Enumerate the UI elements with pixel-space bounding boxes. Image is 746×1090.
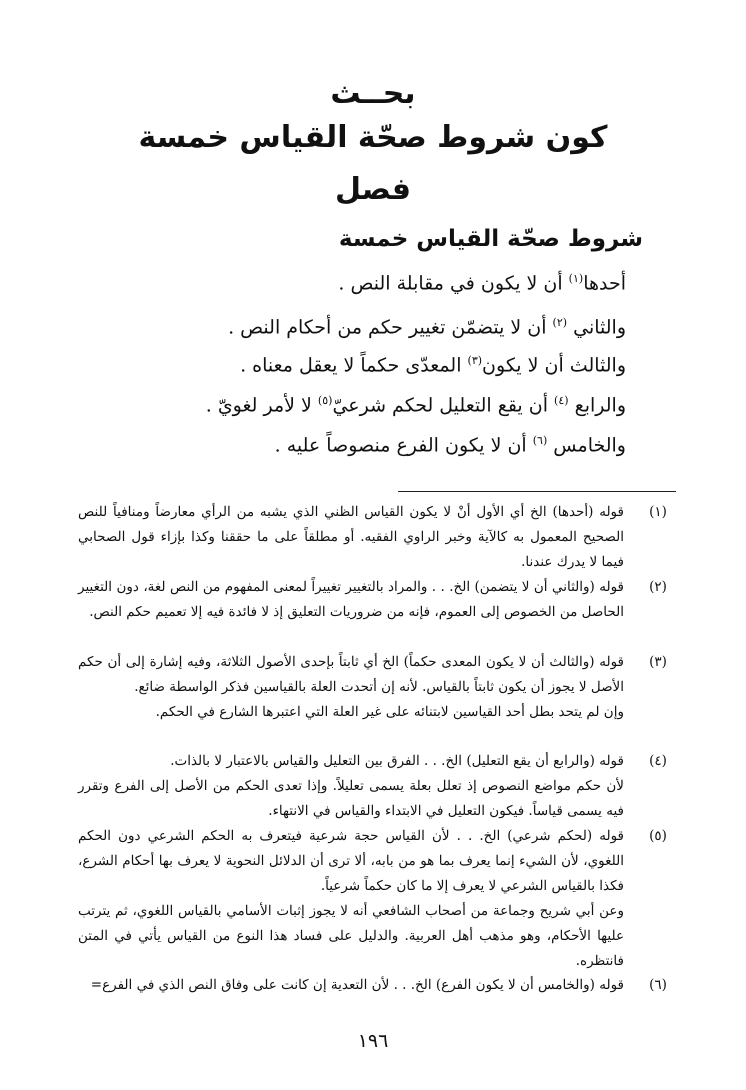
footnote-text: وإن لم يتحد بطل أحد القياسين لابتنائه على غير العلة التي اعتبرها الشارع في الحكم. [155, 704, 624, 720]
footnote [78, 973, 676, 998]
footnote-ref: (٣) [467, 354, 483, 367]
footnote-ref: (٦) [532, 434, 548, 447]
footnote-text: قوله (والخامس أن لا يكون الفرع) الخ. . . لأن التعدية إن كانت على وفاق النص الذي في الفرع= [90, 977, 624, 993]
chapter-title: كون شروط صحّة القياس خمسة [138, 120, 608, 155]
condition-line: والرابع $^{(٤)}$ أن يقع التعليل لحكم شرعيّ$^{(٥)}$ لا لأمر لغويّ . [205, 394, 626, 417]
footnote-number: (١) [649, 504, 667, 520]
section-heading: بحــث [330, 76, 416, 111]
footnote-divider [398, 491, 676, 492]
footnote-text: وعن أبي شريح وجماعة من أصحاب الشافعي أنه لا يجوز إثبات الأسامي بالقياس اللغوي، ثم يترتب عليها الأحكام، وهو مذهب أهل العربية. والدليل على فساد هذا النوع من القياس يأتي في المتن فانتظره. [78, 903, 624, 969]
page-number: ١٩٦ [357, 1030, 389, 1052]
footnote-number: (٣) [649, 654, 667, 670]
footnote [78, 650, 676, 725]
condition-line: والخامس $^{(٦)}$ أن لا يكون الفرع منصوصاً عليه . [274, 434, 626, 457]
footnote-text: قوله (أحدها) الخ أي الأول أنْ لا يكون القياس الظني الذي يشبه من الرأي معارضاً ومنافياً للنص الصحيح المعمول به كالآية وخبر الراوي الفقيه. أو مطلقاً على ما حققنا وكذا بإزاء قول الصحابي فيما لا يدرك عندنا. [78, 504, 624, 570]
footnote [78, 500, 676, 575]
footnote [78, 749, 676, 824]
footnote-ref: (٢) [552, 316, 568, 329]
condition-line: أحدها$^{(١)}$ أن لا يكون في مقابلة النص . [338, 272, 626, 295]
footnote-text: قوله (والثاني أن لا يتضمن) الخ. . . والمراد بالتغيير تغييراً لمعنى المفهوم من النص لغة، دون التغيير الحاصل من الخصوص إلى العموم، فإنه من ضروريات التعليق إذ لا فائدة فيه إلا تعميم حكم النص. [78, 579, 624, 620]
subheading: شروط صحّة القياس خمسة [338, 226, 643, 252]
footnote-text: قوله (لحكم شرعي) الخ. . . لأن القياس حجة شرعية فيتعرف به الحكم الشرعي دون الحكم اللغوي، لأن الشيء إنما يعرف بما هو من بابه، ألا ترى أن الدلائل النحوية لا يعرف بها أحكام الشرع، فكذا بالقياس الشرعي لا يعرف إلا ما كان حكماً شرعياً. [78, 828, 624, 894]
footnote-number: (٥) [649, 828, 667, 844]
footnote-number: (٤) [649, 753, 667, 769]
footnote-text: قوله (والرابع أن يقع التعليل) الخ. . . الفرق بين التعليل والقياس بالاعتبار لا بالذات. [170, 753, 624, 769]
footnote-number: (٦) [649, 977, 667, 993]
footnote-text: لأن حكم مواضع النصوص إذ تعلل بعلة يسمى تعليلاً. وإذا تعدى الحكم من الأصل إلى الفرع وتقرر فيه يسمى قياساً. فيكون التعليل في الابتداء والقياس في الانتهاء. [78, 778, 624, 819]
condition-line: والثاني $^{(٢)}$ أن لا يتضمّن تغيير حكم من أحكام النص . [228, 316, 626, 339]
footnote [78, 824, 676, 974]
footnote [78, 575, 676, 625]
condition-line: والثالث أن لا يكون$^{(٣)}$ المعدّى حكماً لا يعقل معناه . [240, 354, 626, 377]
footnote-number: (٢) [649, 579, 667, 595]
footnote-ref: (٥) [317, 394, 333, 407]
fasl-heading: فصل [335, 172, 411, 207]
footnote-ref: (١) [568, 272, 584, 285]
footnote-text: قوله (والثالث أن لا يكون المعدى حكماً) الخ أي ثابتاً بإحدى الأصول الثلاثة، وفيه إشارة إلى أن حكم الأصل لا يجوز أن يكون ثابتاً بالقياس. لأنه إن أتحدت العلة بالقياسين فذكر الواسطة ضائع. [78, 654, 624, 695]
footnote-ref: (٤) [554, 394, 569, 407]
